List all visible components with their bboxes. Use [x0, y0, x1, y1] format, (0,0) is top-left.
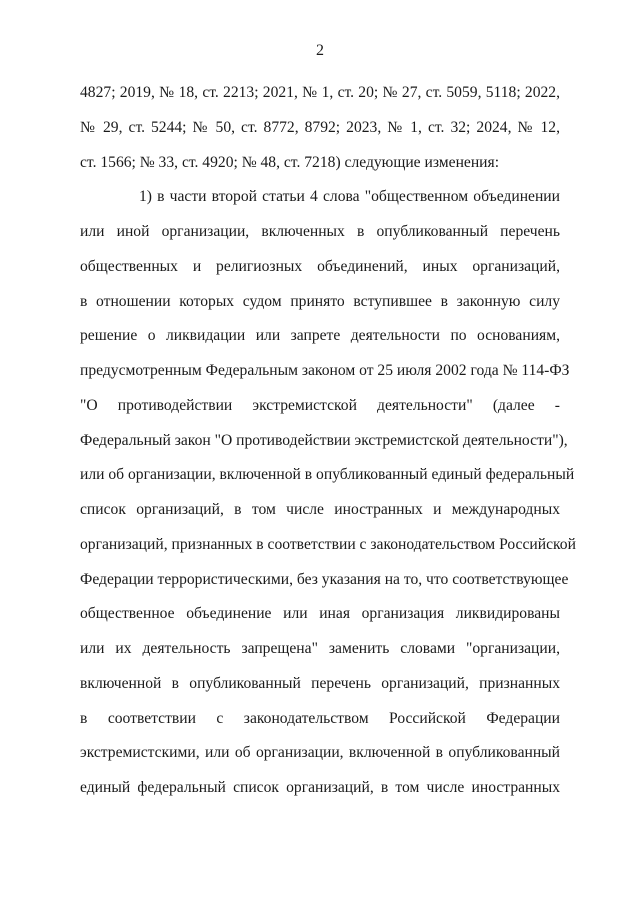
text-line: в соответствии с законодательством Российской Федерации — [80, 709, 560, 727]
text-line: Федеральный закон "О противодействии экстремистской деятельности"), — [80, 431, 568, 449]
text-line: включенной в опубликованный перечень организаций, признанных — [80, 674, 560, 692]
page-number: 2 — [316, 42, 324, 59]
text-line: или об организации, включенной в опубликованный единый федеральный — [80, 466, 575, 484]
text-line: 4827; 2019, № 18, ст. 2213; 2021, № 1, ст. 20; № 27, ст. 5059, 5118; 2022, — [80, 84, 560, 101]
text-line: Федерации террористическими, без указания на то, что соответствующее — [80, 570, 569, 588]
text-line: или их деятельность запрещена" заменить словами "организации, — [80, 640, 560, 657]
text-line: решение о ликвидации или запрете деятельности по основаниям, — [80, 327, 560, 345]
text-line: организаций, признанных в соответствии с законодательством Российской — [80, 535, 576, 553]
text-line: единый федеральный список организаций, в том числе иностранных — [80, 779, 560, 796]
text-line: общественных и религиозных объединений, иных организаций, — [80, 257, 560, 275]
text-line: или иной организации, включенных в опубликованный перечень — [80, 223, 560, 240]
text-line: экстремистскими, или об организации, включенной в опубликованный — [80, 744, 560, 762]
text-line: № 29, ст. 5244; № 50, ст. 8772, 8792; 2023, № 1, ст. 32; 2024, № 12, — [80, 118, 560, 136]
text-line: "О противодействии экстремистской деятельности" (далее - — [80, 396, 560, 414]
document-body — [80, 76, 576, 806]
text-line: общественное объединение или иная организация ликвидированы — [80, 605, 560, 623]
text-line: список организаций, в том числе иностранных и международных — [80, 501, 560, 518]
text-line: предусмотренным Федеральным законом от 25 июля 2002 года № 114-ФЗ — [80, 362, 570, 379]
paragraph-start-line: 1) в части второй статьи 4 слова "общественном объединении — [139, 188, 560, 206]
text-line: в отношении которых судом принято вступившее в законную силу — [80, 292, 560, 310]
text-line: ст. 1566; № 33, ст. 4920; № 48, ст. 7218) следующие изменения: — [80, 153, 500, 171]
